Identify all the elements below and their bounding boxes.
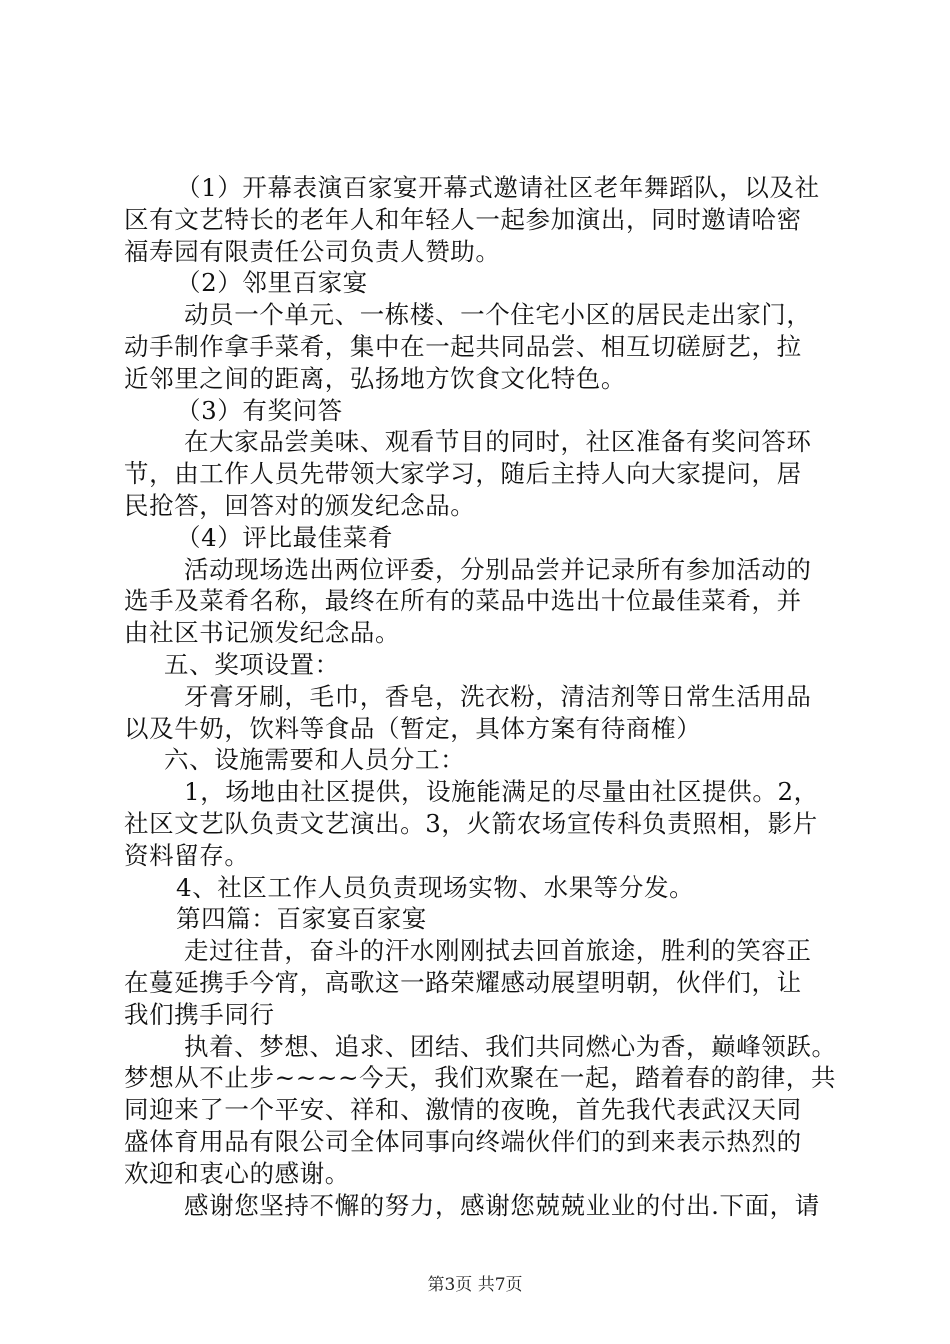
paragraph-line: 由社区书记颁发纪念品。 <box>124 618 401 648</box>
paragraph-line: 选手及菜肴名称，最终在所有的菜品中选出十位最佳菜肴，并 <box>124 586 802 616</box>
paragraph-line: 感谢您坚持不懈的努力，感谢您兢兢业业的付出.下面，请 <box>184 1190 820 1220</box>
section-heading: （2）邻里百家宴 <box>176 268 368 298</box>
paragraph-line: 资料留存。 <box>124 840 250 870</box>
paragraph-line: 欢迎和衷心的感谢。 <box>124 1158 350 1188</box>
paragraph-line: 在蔓延携手今宵，高歌这一路荣耀感动展望明朝，伙伴们，让 <box>124 967 802 997</box>
paragraph-line: 我们携手同行 <box>124 999 275 1029</box>
section-heading: （4）评比最佳菜肴 <box>176 522 393 552</box>
paragraph-line: 活动现场选出两位评委，分别品尝并记录所有参加活动的 <box>184 554 812 584</box>
paragraph-line: 以及牛奶，饮料等食品（暂定，具体方案有待商榷） <box>124 713 702 743</box>
paragraph-line: 动手制作拿手菜肴，集中在一起共同品尝、相互切磋厨艺，拉 <box>124 331 802 361</box>
paragraph-line: 区有文艺特长的老年人和年轻人一起参加演出，同时邀请哈密 <box>124 204 802 234</box>
section-heading: 第四篇：百家宴百家宴 <box>176 904 427 934</box>
section-heading: 五、奖项设置： <box>164 649 340 679</box>
paragraph-line: 1，场地由社区提供，设施能满足的尽量由社区提供。2， <box>184 777 819 807</box>
section-heading: 六、设施需要和人员分工： <box>164 745 466 775</box>
paragraph-line: 社区文艺队负责文艺演出。3，火箭农场宣传科负责照相，影片 <box>124 808 818 838</box>
paragraph-line: 梦想从不止步~~~~今天，我们欢聚在一起，踏着春的韵律，共 <box>124 1063 837 1093</box>
page-number-footer: 第3页 共7页 <box>427 1275 523 1295</box>
paragraph-line: 牙膏牙刷，毛巾，香皂，洗衣粉，清洁剂等日常生活用品 <box>184 681 812 711</box>
paragraph-line: 同迎来了一个平安、祥和、激情的夜晚，首先我代表武汉天同 <box>124 1095 802 1125</box>
paragraph-line: 节，由工作人员先带领大家学习，随后主持人向大家提问，居 <box>124 459 802 489</box>
paragraph-line: 执着、梦想、追求、团结、我们共同燃心为香，巅峰领跃。 <box>184 1031 837 1061</box>
document-body <box>124 172 836 1221</box>
paragraph-line: 动员一个单元、一栋楼、一个住宅小区的居民走出家门， <box>184 300 812 330</box>
paragraph-line: 走过往昔，奋斗的汗水刚刚拭去回首旅途，胜利的笑容正 <box>184 936 812 966</box>
section-heading: （3）有奖问答 <box>176 395 343 425</box>
paragraph-line: 盛体育用品有限公司全体同事向终端伙伴们的到来表示热烈的 <box>124 1126 802 1156</box>
paragraph-line: 民抢答，回答对的颁发纪念品。 <box>124 490 476 520</box>
paragraph-line: （1）开幕表演百家宴开幕式邀请社区老年舞蹈队，以及社 <box>176 173 820 202</box>
paragraph-line: 在大家品尝美味、观看节目的同时，社区准备有奖问答环 <box>184 427 812 457</box>
paragraph-line: 近邻里之间的距离，弘扬地方饮食文化特色。 <box>124 363 626 393</box>
paragraph-line: 4、社区工作人员负责现场实物、水果等分发。 <box>176 872 695 902</box>
paragraph-line: 福寿园有限责任公司负责人赞助。 <box>124 236 501 266</box>
